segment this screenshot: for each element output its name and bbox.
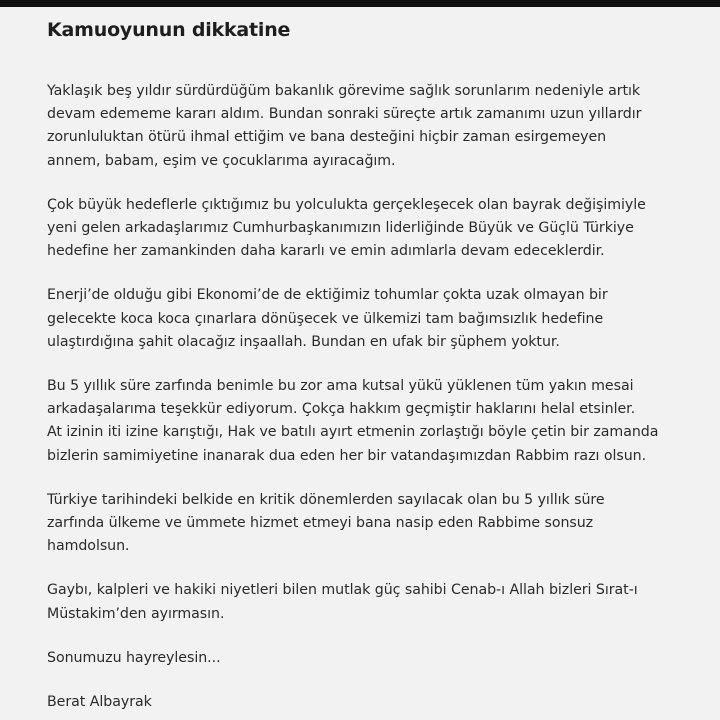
paragraph-resignation	[47, 80, 707, 173]
paragraph-gratitude	[47, 489, 707, 559]
paragraph-successors	[47, 194, 707, 264]
text-line: zarfında ülkeme ve ümmete hizmet etmeyi bana nasip eden Rabbime sonsuz	[47, 515, 594, 532]
text-line: Çok büyük hedeflerle çıktığımız bu yolculukta gerçekleşecek olan bayrak değişimiyle	[47, 196, 646, 213]
paragraph-closing	[47, 647, 707, 670]
text-line: ulaştırdığına şahit olacağız inşaallah. Bundan en ufak bir şüphem yoktur.	[47, 333, 560, 350]
text-line: zorunluluktan ötürü ihmal ettiğim ve bana desteğini hiçbir zaman esirgemeyen	[47, 129, 607, 146]
text-line: hamdolsun.	[47, 538, 130, 555]
text-line: Yaklaşık beş yıldır sürdürdüğüm bakanlık görevime sağlık sorunlarım nedeniyle artık	[47, 83, 641, 99]
text-line: arkadaşalarıma teşekkür ediyorum. Çokça hakkım geçmiştir haklarını helal etsinler.	[47, 401, 636, 418]
text-line: Müstakim’den ayırmasın.	[47, 605, 225, 622]
text-line: annem, babam, eşim ve çocuklarıma ayıracağım.	[47, 152, 396, 169]
text-line: gelecekte koca koca çınarlara dönüşecek ve ülkemizi tam bağımsızlık hedefine	[47, 310, 604, 327]
paragraph-energy-economy	[47, 284, 707, 354]
document-title: Kamuoyunun dikkatine	[47, 19, 291, 41]
text-line: yeni gelen arkadaşlarımız Cumhurbaşkanımızın liderliğinde Büyük ve Güçlü Türkiye	[47, 220, 634, 237]
text-line: Sonumuzu hayreylesin...	[47, 649, 221, 666]
text-line: Gaybı, kalpleri ve hakiki niyetleri bilen mutlak güç sahibi Cenab-ı Allah bizleri Sırat-ı	[47, 582, 638, 599]
text-line: devam edememe kararı aldım. Bundan sonraki süreçte artık zamanımı uzun yıllardır	[47, 106, 642, 123]
text-line: Bu 5 yıllık süre zarfında benimle bu zor ama kutsal yükü yüklenen tüm yakın mesai	[47, 378, 634, 395]
top-border-bar	[0, 0, 720, 7]
text-line: Türkiye tarihindeki belkide en kritik dönemlerden sayılacak olan bu 5 yıllık süre	[47, 491, 605, 508]
paragraph-thanks	[47, 375, 707, 468]
paragraph-prayer	[47, 579, 707, 625]
signature	[47, 691, 707, 714]
statement-document	[47, 16, 707, 714]
text-line: bizlerin samimiyetine inanarak dua eden her bir vatandaşımızdan Rabbim razı olsun.	[47, 447, 647, 464]
text-line: hedefine her zamankinden daha kararlı ve emin adımlarla devam edeceklerdir.	[47, 243, 605, 260]
text-line: At izinin iti izine karıştığı, Hak ve batılı ayırt etmenin zorlaştığı böyle çetin bir zamanda	[47, 424, 659, 441]
signature-name: Berat Albayrak	[47, 694, 152, 711]
text-line: Enerji’de olduğu gibi Ekonomi’de de ektiğimiz tohumlar çokta uzak olmayan bir	[47, 287, 608, 304]
